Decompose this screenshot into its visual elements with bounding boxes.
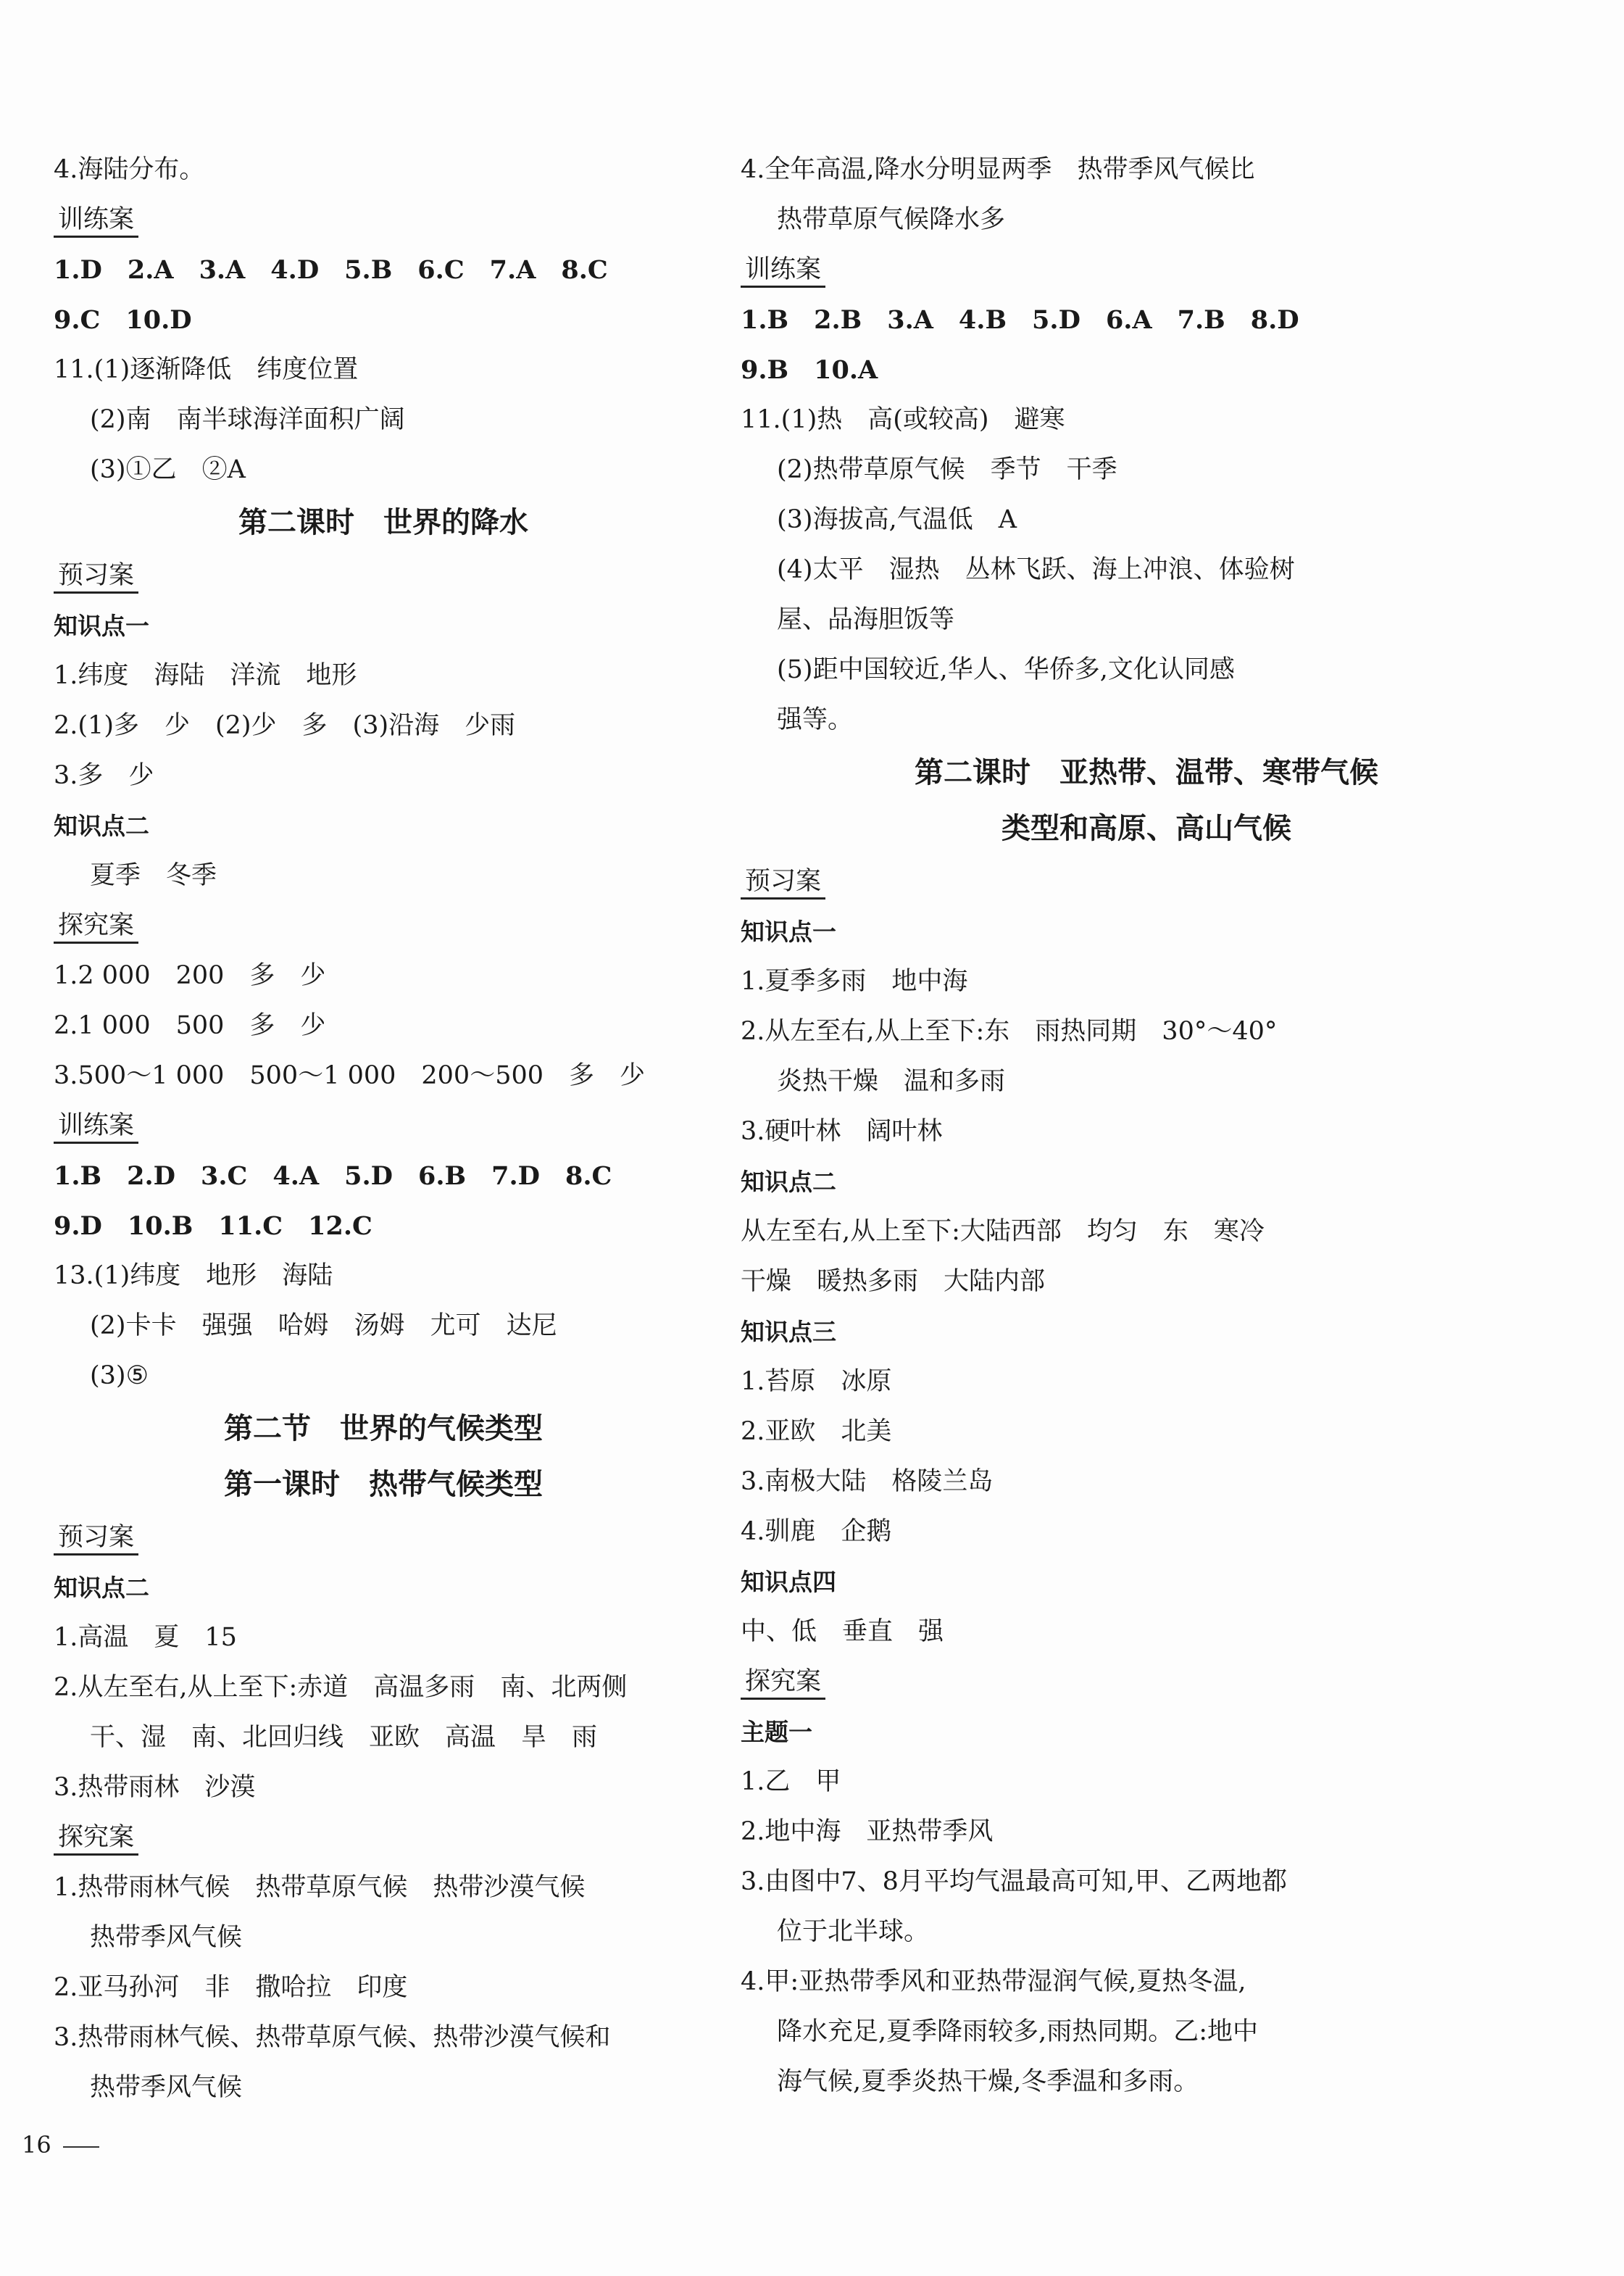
answer-line: 1.纬度 海陆 洋流 地形	[54, 661, 357, 690]
answer-choices: 9.D 10.B 11.C 12.C	[54, 1211, 372, 1241]
answer-choices: 1.B 2.D 3.C 4.A 5.D 6.B 7.D 8.C	[54, 1161, 612, 1191]
left-column	[54, 145, 713, 2113]
answer-line: 热带季风气候	[90, 2073, 243, 2102]
answer-line: 4.全年高温,降水分明显两季 热带季风气候比	[741, 155, 1255, 184]
section-title: 第二课时 世界的降水	[238, 506, 528, 539]
answer-line	[741, 295, 1552, 345]
answer-line: 1.热带雨林气候 热带草原气候 热带沙漠气候	[54, 1873, 586, 1902]
answer-line: (5)距中国较近,华人、华侨多,文化认同感	[777, 655, 1235, 684]
answer-choices: 1.B 2.B 3.A 4.B 5.D 6.A 7.B 8.D	[741, 305, 1299, 335]
knowledge-point-heading: 知识点一	[741, 918, 836, 946]
answer-line: 2.从左至右,从上至下:东 雨热同期 30°～40°	[741, 1017, 1278, 1046]
section-label	[741, 1657, 1552, 1707]
answer-line: (2)热带草原气候 季节 干季	[777, 455, 1117, 484]
answer-line: 位于北半球。	[777, 1917, 930, 1946]
section-label	[741, 245, 1552, 295]
answer-line: 3.硬叶林 阔叶林	[741, 1117, 943, 1146]
answer-line: 11.(1)热 高(或较高) 避寒	[741, 405, 1065, 434]
answer-line	[54, 245, 713, 295]
answer-line: 3.500～1 000 500～1 000 200～500 多 少	[54, 1061, 646, 1090]
answer-line: 干、湿 南、北回归线 亚欧 高温 旱 雨	[90, 1723, 598, 1752]
answer-line: 炎热干燥 温和多雨	[777, 1067, 1006, 1096]
knowledge-point-heading: 知识点一	[54, 612, 149, 640]
page-number: 16	[22, 2131, 99, 2159]
answer-line	[54, 1151, 713, 1201]
knowledge-point-heading: 知识点四	[741, 1568, 836, 1596]
answer-line: 降水充足,夏季降雨较多,雨热同期。乙:地中	[777, 2017, 1259, 2046]
answer-line: 强等。	[777, 705, 854, 734]
answer-line: 2.从左至右,从上至下:赤道 高温多雨 南、北两侧	[54, 1673, 628, 1702]
answer-line: (2)南 南半球海洋面积广阔	[90, 405, 405, 434]
section-label	[54, 195, 713, 245]
answer-line: (3)海拔高,气温低 A	[777, 505, 1017, 534]
answer-line: 3.多 少	[54, 761, 154, 790]
answer-line: 4.甲:亚热带季风和亚热带湿润气候,夏热冬温,	[741, 1967, 1246, 1996]
section-title: 第二课时 亚热带、温带、寒带气候	[915, 756, 1378, 789]
answer-line: (2)卡卡 强强 哈姆 汤姆 尤可 达尼	[90, 1311, 557, 1340]
knowledge-point-heading: 知识点二	[741, 1168, 836, 1196]
knowledge-point-heading: 主题一	[741, 1718, 812, 1746]
answer-line	[54, 1201, 713, 1251]
answer-line	[54, 295, 713, 345]
section-label	[54, 1813, 713, 1863]
answer-line: 1.乙 甲	[741, 1767, 841, 1796]
section-label-text: 预习案	[54, 1521, 138, 1556]
answer-line: 1.高温 夏 15	[54, 1623, 237, 1652]
answer-line: 3.由图中7、8月平均气温最高可知,甲、乙两地都	[741, 1867, 1288, 1896]
answer-line: 2.(1)多 少 (2)少 多 (3)沿海 少雨	[54, 711, 516, 740]
answer-line: 从左至右,从上至下:大陆西部 均匀 东 寒冷	[741, 1217, 1265, 1246]
answer-line: 海气候,夏季炎热干燥,冬季温和多雨。	[777, 2067, 1199, 2096]
answer-line: 1.2 000 200 多 少	[54, 961, 326, 990]
section-label-text: 探究案	[54, 910, 138, 944]
answer-line: (3)⑤	[90, 1361, 149, 1390]
answer-choices: 1.D 2.A 3.A 4.D 5.B 6.C 7.A 8.C	[54, 255, 608, 285]
section-label-text: 预习案	[54, 560, 138, 594]
section-label	[741, 857, 1552, 907]
answer-line: 4.海陆分布。	[54, 155, 205, 184]
section-title: 第一课时 热带气候类型	[224, 1468, 543, 1501]
answer-line: 屋、品海胆饭等	[777, 605, 955, 634]
section-label	[54, 1101, 713, 1151]
section-label-text: 预习案	[741, 865, 825, 900]
section-label-text: 探究案	[741, 1666, 825, 1700]
answer-line	[741, 345, 1552, 395]
answer-line: 3.热带雨林 沙漠	[54, 1773, 256, 1802]
section-label	[54, 901, 713, 951]
answer-line: 热带季风气候	[90, 1923, 243, 1952]
answer-line: (4)太平 湿热 丛林飞跃、海上冲浪、体验树	[777, 555, 1295, 584]
answer-line: 2.地中海 亚热带季风	[741, 1817, 994, 1846]
answer-line: 3.南极大陆 格陵兰岛	[741, 1467, 994, 1496]
answer-line: 干燥 暖热多雨 大陆内部	[741, 1267, 1046, 1296]
answer-choices: 9.B 10.A	[741, 355, 878, 385]
answer-line: 4.驯鹿 企鹅	[741, 1517, 892, 1546]
knowledge-point-heading: 知识点二	[54, 812, 149, 840]
section-label-text: 探究案	[54, 1822, 138, 1856]
section-label	[54, 551, 713, 601]
answer-line: 1.苔原 冰原	[741, 1367, 892, 1396]
answer-line: 热带草原气候降水多	[777, 205, 1006, 234]
section-label-text: 训练案	[741, 254, 825, 288]
right-column	[741, 145, 1552, 2107]
answer-line: 3.热带雨林气候、热带草原气候、热带沙漠气候和	[54, 2023, 611, 2052]
answer-line: 2.亚马孙河 非 撒哈拉 印度	[54, 1973, 408, 2002]
section-label-text: 训练案	[54, 1110, 138, 1144]
answer-line: 2.1 000 500 多 少	[54, 1011, 326, 1040]
knowledge-point-heading: 知识点二	[54, 1574, 149, 1602]
answer-line: 13.(1)纬度 地形 海陆	[54, 1261, 333, 1290]
answer-line: 2.亚欧 北美	[741, 1417, 892, 1446]
answer-line: 1.夏季多雨 地中海	[741, 967, 968, 996]
answer-line: (3)①乙 ②A	[90, 455, 246, 484]
answer-choices: 9.C 10.D	[54, 305, 192, 335]
knowledge-point-heading: 知识点三	[741, 1318, 836, 1346]
section-title: 类型和高原、高山气候	[1002, 812, 1291, 845]
section-label	[54, 1513, 713, 1563]
answer-line: 11.(1)逐渐降低 纬度位置	[54, 355, 359, 384]
section-title: 第二节 世界的气候类型	[224, 1412, 543, 1445]
answer-line: 中、低 垂直 强	[741, 1617, 944, 1646]
answer-line: 夏季 冬季	[90, 861, 217, 890]
section-label-text: 训练案	[54, 204, 138, 238]
